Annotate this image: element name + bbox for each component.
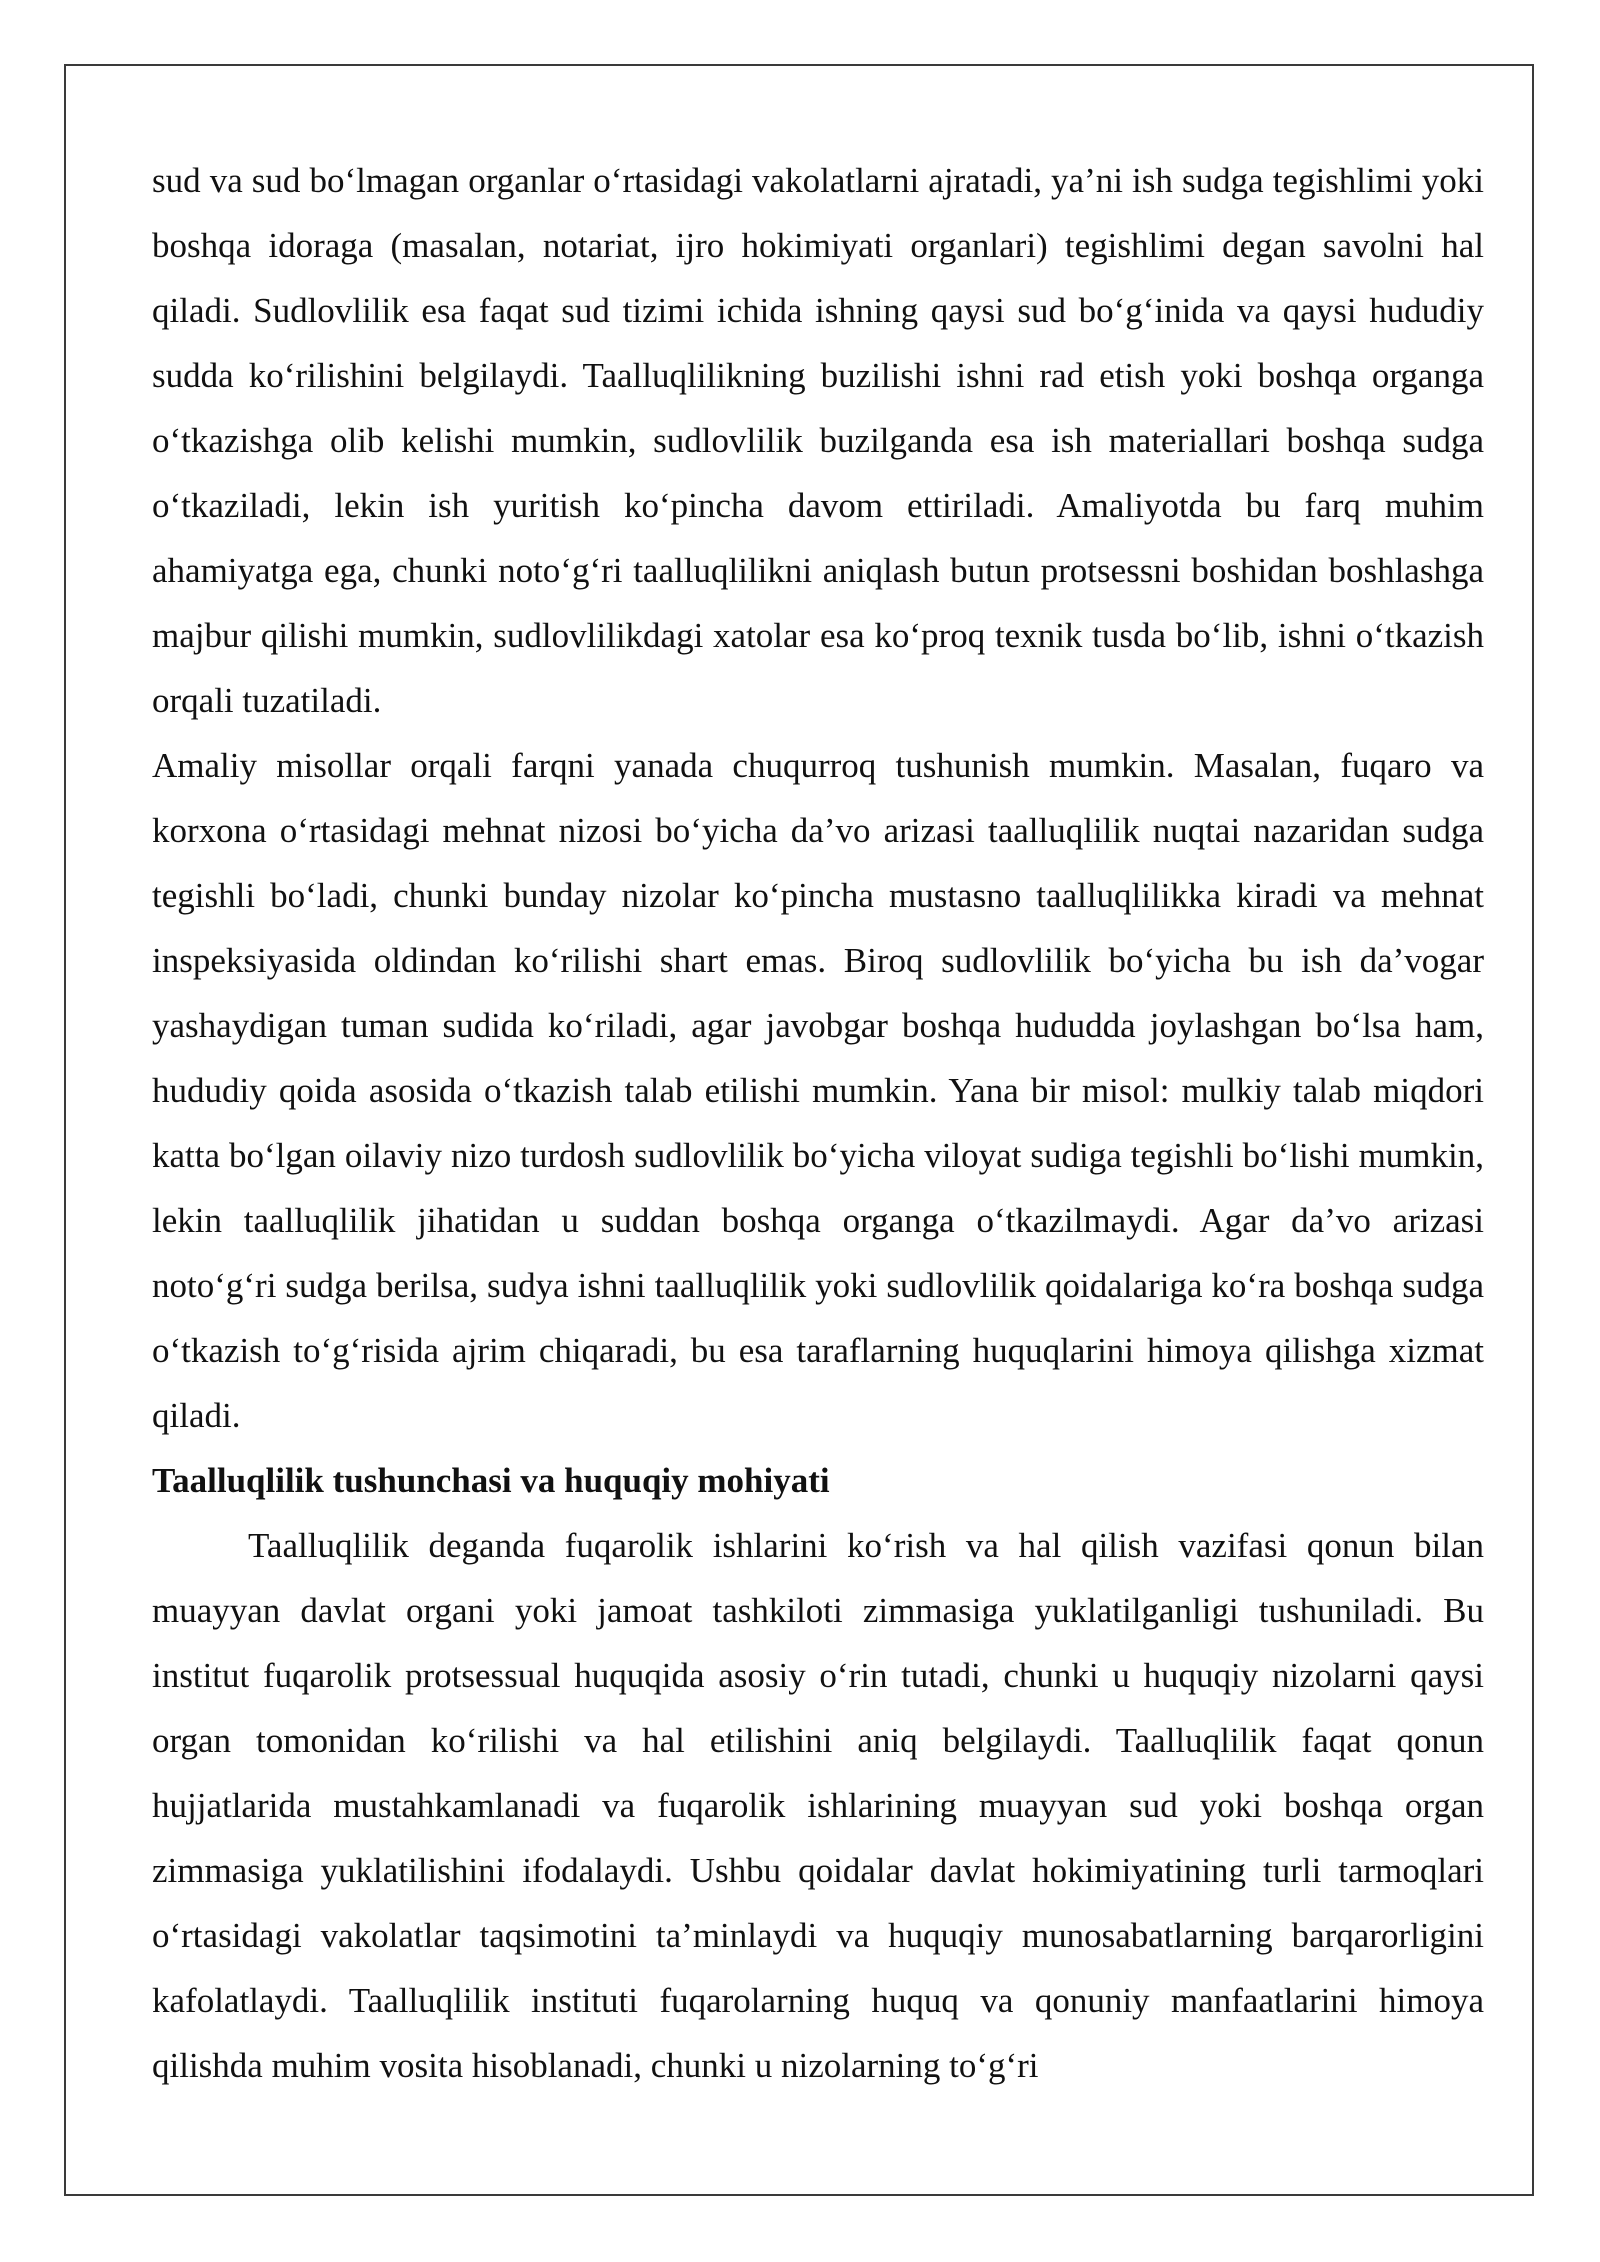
body-paragraph-examples: Amaliy misollar orqali farqni yanada chuqurroq tushunish mumkin. Masalan, fuqaro va korxona o‘rtasidagi mehnat nizosi bo‘yicha da’vo arizasi taalluqlilik nuqtai nazaridan sudga tegishli bo‘ladi, chunki bunday nizolar ko‘pincha mustasno taalluqlilikka kiradi va mehnat inspeksiyasida oldindan ko‘rilishi shart emas. Biroq sudlovlilik bo‘yicha bu ish da’vogar yashaydigan tuman sudida ko‘riladi, agar javobgar boshqa hududda joylashgan bo‘lsa ham, hududiy qoida asosida o‘tkazish talab etilishi mumkin. Yana bir misol: mulkiy talab miqdori katta bo‘lgan oilaviy nizo turdosh sudlovlilik bo‘yicha viloyat sudiga tegishli bo‘lishi mumkin, lekin taalluqlilik jihatidan u suddan boshqa organga o‘tkazilmaydi. Agar da’vo arizasi noto‘g‘ri sudga berilsa, sudya ishni taalluqlilik yoki sudlovlilik qoidalariga ko‘ra boshqa sudga o‘tkazish to‘g‘risida ajrim chiqaradi, bu esa taraflarning huquqlarini himoya qilishga xizmat qiladi.: [152, 746, 1484, 1435]
section-heading: Taalluqlilik tushunchasi va huquqiy mohiyati: [152, 1461, 830, 1500]
section-paragraph: Taalluqlilik deganda fuqarolik ishlarini ko‘rish va hal qilish vazifasi qonun bilan muayyan davlat organi yoki jamoat tashkiloti zimmasiga yuklatilganligi tushuniladi. Bu institut fuqarolik protsessual huquqida asosiy o‘rin tutadi, chunki u huquqiy nizolarni qaysi organ tomonidan ko‘rilishi va hal etilishini aniq belgilaydi. Taalluqlilik faqat qonun hujjatlarida mustahkamlanadi va fuqarolik ishlarining muayyan sud yoki boshqa organ zimmasiga yuklatilishini ifodalaydi. Ushbu qoidalar davlat hokimiyatining turli tarmoqlari o‘rtasidagi vakolatlar taqsimotini ta’minlaydi va huquqiy munosabatlarning barqarorligini kafolatlaydi. Taalluqlilik instituti fuqarolarning huquq va qonuniy manfaatlarini himoya qilishda muhim vosita hisoblanadi, chunki u nizolarning to‘g‘ri: [152, 1526, 1484, 2085]
document-body: [152, 148, 1484, 2098]
body-paragraph-continuation: sud va sud bo‘lmagan organlar o‘rtasidagi vakolatlarni ajratadi, ya’ni ish sudga tegishlimi yoki boshqa idoraga (masalan, notariat, ijro hokimiyati organlari) tegishlimi degan savolni hal qiladi. Sudlovlilik esa faqat sud tizimi ichida ishning qaysi sud bo‘g‘inida va qaysi hududiy sudda ko‘rilishini belgilaydi. Taalluqlilikning buzilishi ishni rad etish yoki boshqa organga o‘tkazishga olib kelishi mumkin, sudlovlilik buzilganda esa ish materiallari boshqa sudga o‘tkaziladi, lekin ish yuritish ko‘pincha davom ettiriladi. Amaliyotda bu farq muhim ahamiyatga ega, chunki noto‘g‘ri taalluqlilikni aniqlash butun protsessni boshidan boshlashga majbur qilishi mumkin, sudlovlilikdagi xatolar esa ko‘proq texnik tusda bo‘lib, ishni o‘tkazish orqali tuzatiladi.: [152, 161, 1484, 720]
